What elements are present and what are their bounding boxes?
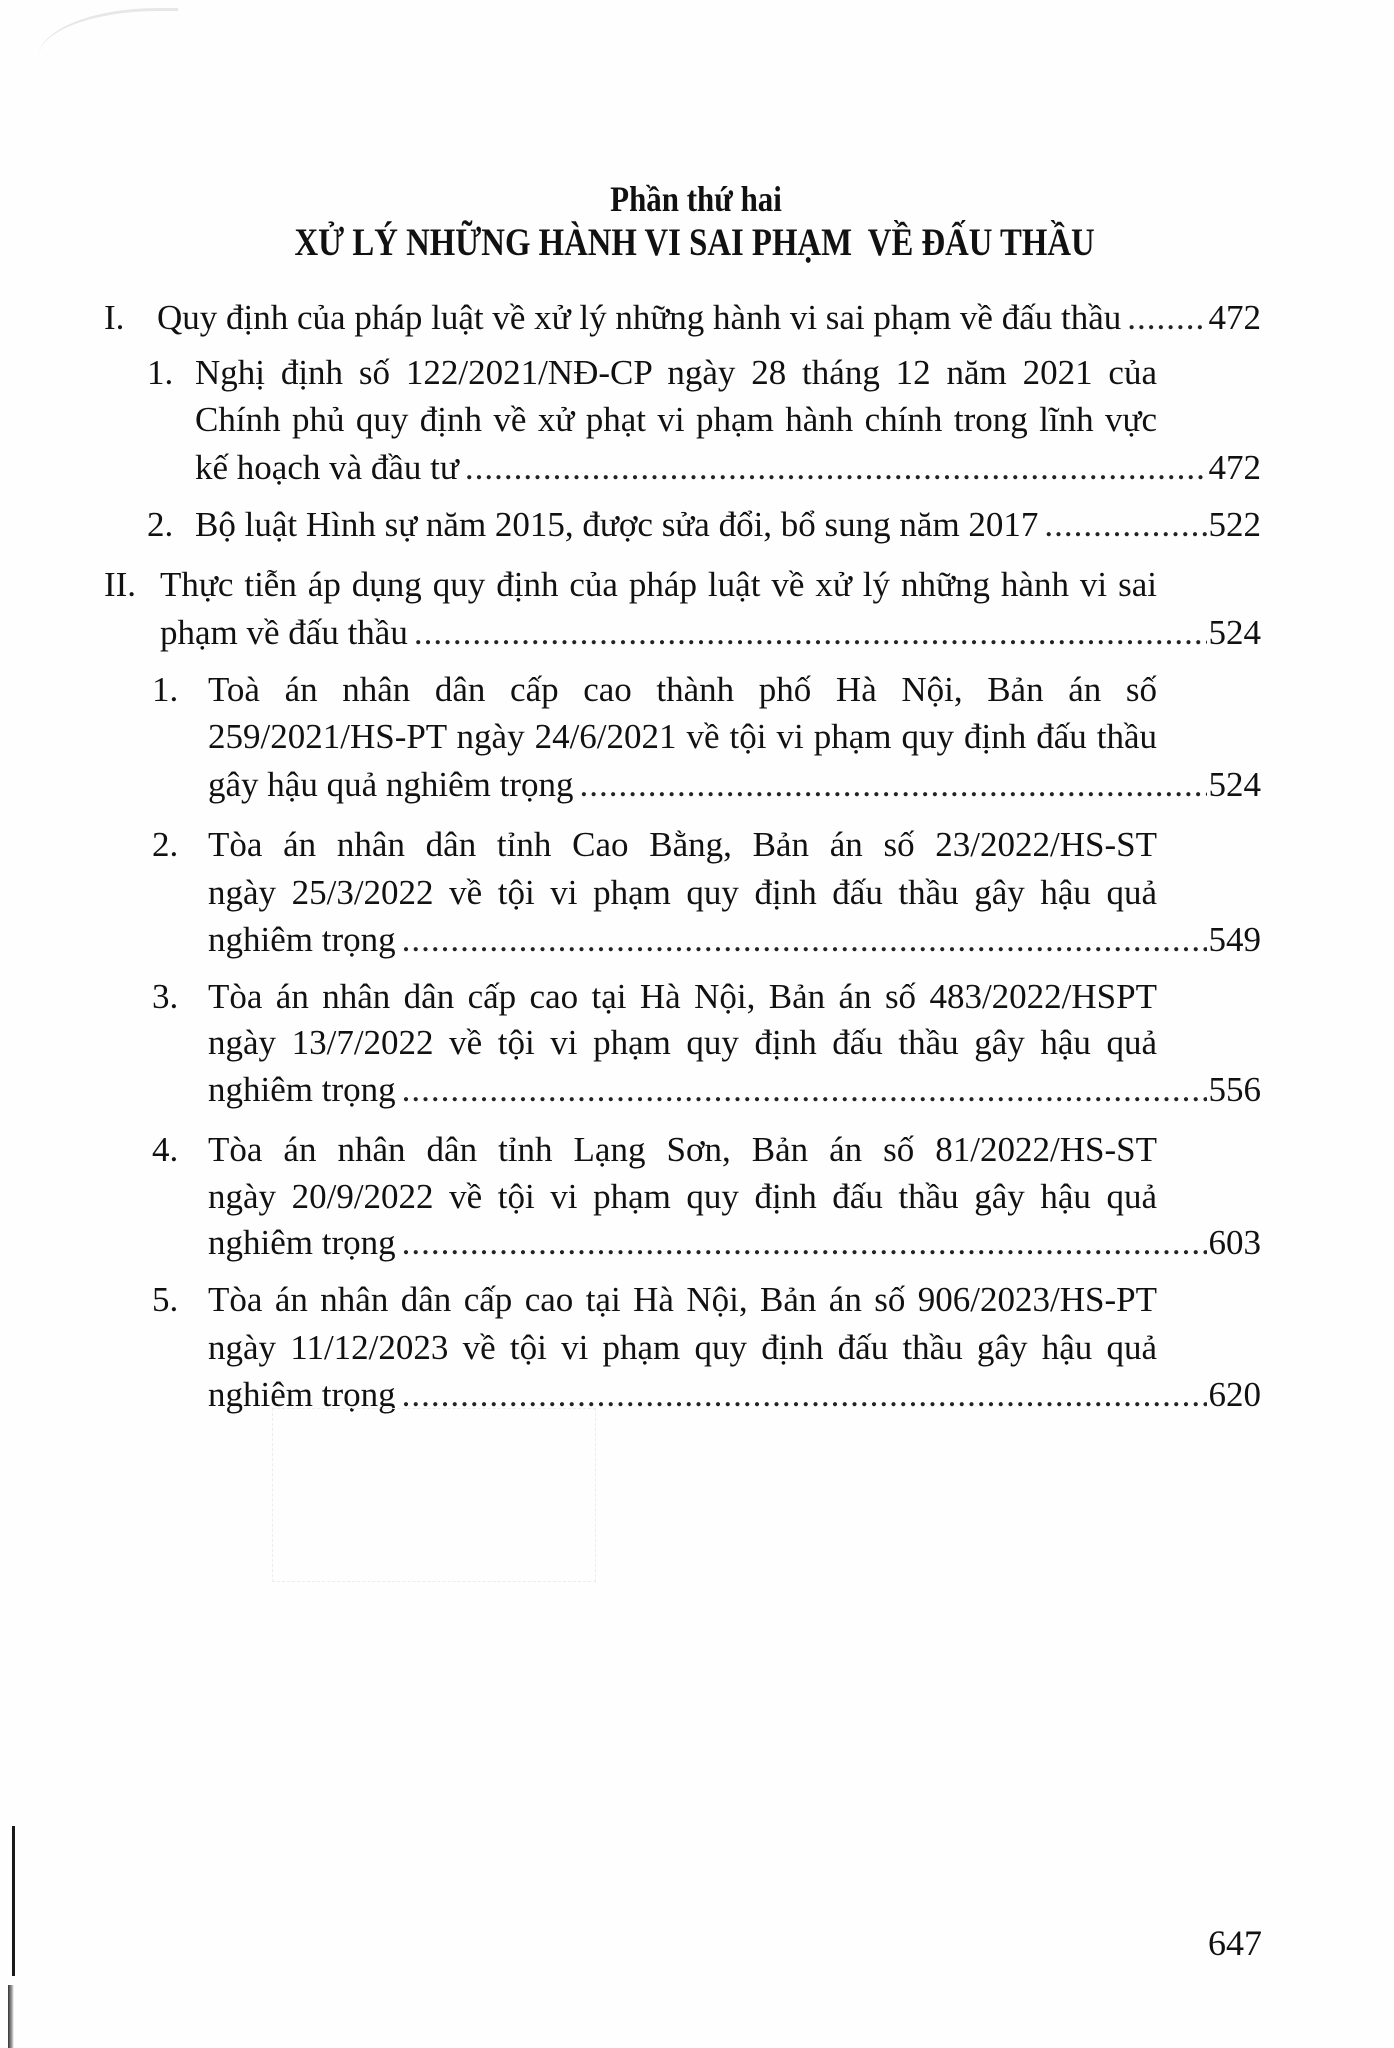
entry-last-line (208, 1221, 1261, 1265)
entry-line: Tòa án nhân dân tỉnh Cao Bằng, Bản án số 23/2022/HS-ST (208, 825, 1157, 864)
item-number: 4. (152, 1130, 179, 1169)
dot-leader (414, 611, 1207, 655)
item-number: 2. (147, 505, 174, 544)
dot-leader (402, 1221, 1207, 1265)
item-number: 3. (152, 977, 179, 1016)
section-numeral: II. (104, 565, 137, 604)
entry-line: Tòa án nhân dân tỉnh Lạng Sơn, Bản án số 81/2022/HS-ST (208, 1130, 1157, 1169)
scan-edge-line (12, 1826, 15, 1976)
entry-page-number: 549 (1208, 920, 1261, 959)
dot-leader (579, 763, 1206, 807)
scan-edge-shadow (8, 1985, 14, 2048)
entry-line: nghiêm trọng (208, 920, 396, 959)
dot-leader (1044, 503, 1206, 547)
page-corner-shadow (38, 8, 178, 61)
page-number: 647 (1208, 1923, 1262, 1963)
item-number: 1. (152, 670, 179, 709)
entry-page-number: 472 (1208, 298, 1261, 337)
entry-line: Tòa án nhân dân cấp cao tại Hà Nội, Bản án số 906/2023/HS-PT (208, 1280, 1157, 1319)
entry-line: Nghị định số 122/2021/NĐ-CP ngày 28 tháng 12 năm 2021 của (195, 353, 1157, 392)
dot-leader (402, 918, 1207, 962)
dot-leader (465, 446, 1207, 490)
entry-page-number: 472 (1208, 448, 1261, 487)
item-number: 5. (152, 1280, 179, 1319)
entry-line: phạm về đấu thầu (160, 613, 408, 652)
dot-leader (1127, 296, 1206, 340)
entry-line: Bộ luật Hình sự năm 2015, được sửa đổi, bổ sung năm 2017 (195, 505, 1039, 544)
part-label: Phần thứ hai (610, 179, 782, 219)
entry-last-line (208, 918, 1261, 962)
entry-line: Thực tiễn áp dụng quy định của pháp luật về xử lý những hành vi sai (160, 565, 1157, 604)
entry-line: gây hậu quả nghiêm trọng (208, 765, 574, 804)
toc-entry-section-1[interactable] (157, 296, 1261, 340)
entry-line: ngày 11/12/2023 về tội vi phạm quy định đấu thầu gây hậu quả (208, 1328, 1157, 1367)
entry-line: Toà án nhân dân cấp cao thành phố Hà Nội, Bản án số (208, 670, 1157, 709)
entry-line: nghiêm trọng (208, 1375, 396, 1414)
dot-leader (402, 1068, 1207, 1112)
entry-line: ngày 13/7/2022 về tội vi phạm quy định đấu thầu gây hậu quả (208, 1023, 1157, 1062)
entry-page-number: 620 (1208, 1375, 1261, 1414)
entry-last-line (195, 503, 1261, 547)
entry-page-number: 524 (1208, 765, 1261, 804)
entry-line: ngày 20/9/2022 về tội vi phạm quy định đấu thầu gây hậu quả (208, 1177, 1157, 1216)
entry-page-number: 522 (1208, 505, 1261, 544)
entry-last-line (160, 611, 1261, 655)
item-number: 2. (152, 825, 179, 864)
entry-line: kế hoạch và đầu tư (195, 448, 459, 487)
part-title: XỬ LÝ NHỮNG HÀNH VI SAI PHẠM VỀ ĐẤU THẦU (294, 221, 1095, 264)
entry-line: nghiêm trọng (208, 1070, 396, 1109)
entry-page-number: 603 (1208, 1223, 1261, 1262)
entry-last-line (208, 1068, 1261, 1112)
show-through-artifact (272, 1408, 596, 1582)
entry-line: nghiêm trọng (208, 1223, 396, 1262)
entry-page-number: 524 (1208, 613, 1261, 652)
entry-title: Quy định của pháp luật về xử lý những hành vi sai phạm về đấu thầu (157, 298, 1122, 337)
entry-line: Tòa án nhân dân cấp cao tại Hà Nội, Bản án số 483/2022/HSPT (208, 977, 1157, 1016)
entry-last-line (195, 446, 1261, 490)
section-numeral: I. (104, 298, 125, 337)
entry-last-line (208, 763, 1261, 807)
entry-page-number: 556 (1208, 1070, 1261, 1109)
entry-line: 259/2021/HS-PT ngày 24/6/2021 về tội vi phạm quy định đấu thầu (208, 717, 1157, 756)
entry-line: ngày 25/3/2022 về tội vi phạm quy định đấu thầu gây hậu quả (208, 873, 1157, 912)
entry-line: Chính phủ quy định về xử phạt vi phạm hành chính trong lĩnh vực (195, 400, 1157, 439)
item-number: 1. (147, 353, 174, 392)
